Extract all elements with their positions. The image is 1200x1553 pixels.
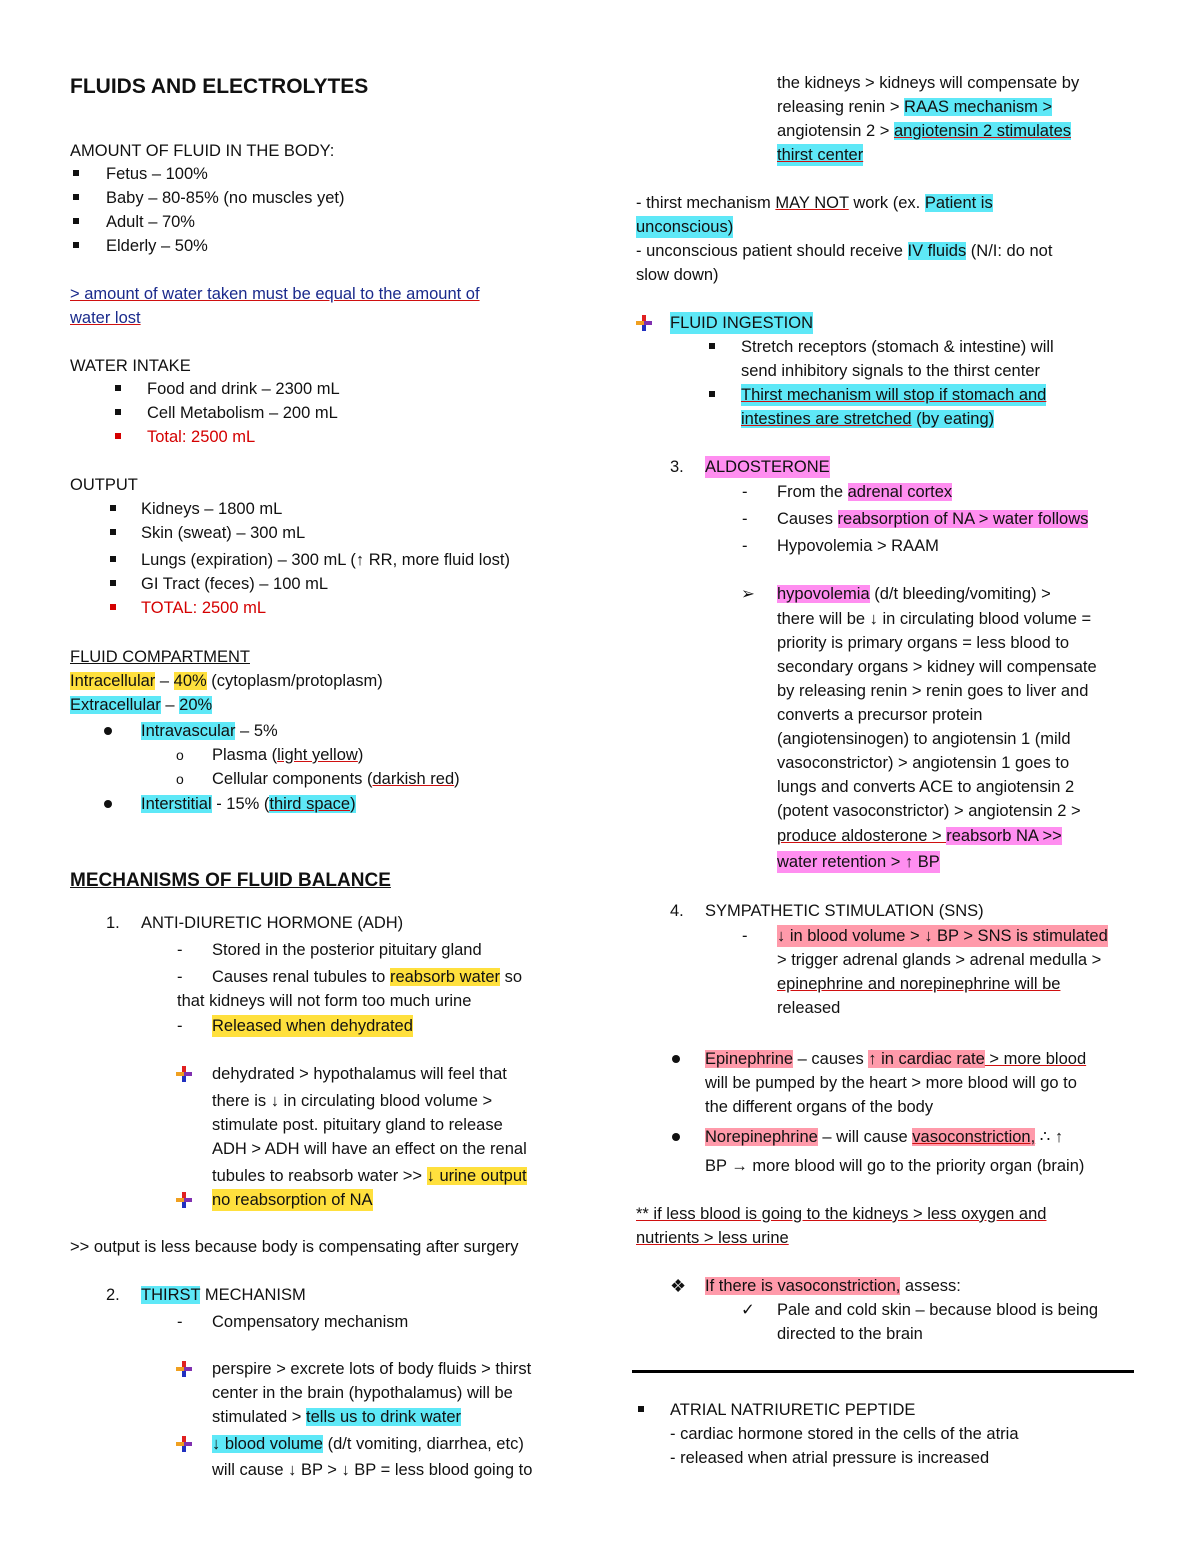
bullet-square [110,505,116,511]
aldo-paragraph-line: priority is primary organs = less blood to [777,634,1070,652]
continued-line [777,96,1052,118]
continued-line [777,120,1071,142]
ingestion-line [741,408,994,430]
paren: ) [357,746,364,764]
vasoconstriction-assess [705,1275,961,1297]
water-retention: water retention > ↑ BP [777,853,940,871]
iv-fluids: IV fluids [907,242,967,260]
adh-paragraph-line: ADH > ADH will have an effect on the renal [212,1140,527,1158]
epinephrine-line [705,1048,1086,1070]
epinephrine: Epinephrine [705,1050,794,1068]
interstitial-line [141,793,356,815]
assess-text: assess: [900,1277,961,1295]
released-when-dehydrated: Released when dehydrated [212,1017,413,1035]
reabsorb-na: reabsorb NA >> [946,827,1062,845]
aldo-paragraph-line: converts a precursor protein [777,706,983,724]
intravascular-line [141,720,278,742]
ingestion-line: send inhibitory signals to the thirst center [741,362,1040,380]
aldosterone-title: ALDOSTERONE [705,458,830,476]
adh-paragraph-line: there is ↓ in circulating blood volume > [212,1092,493,1110]
more-blood: > more blood [984,1050,1087,1068]
adh-detail-text: so [500,968,523,986]
amount-item: Fetus – 100% [106,165,208,183]
list-number: 2. [106,1286,120,1304]
vasoconstriction: vasoconstriction, [912,1128,1036,1146]
dash: - [742,510,748,528]
balance-note-line-1: > amount of water taken must be equal to the amount of [70,285,480,303]
sns-detail: released [777,999,841,1017]
extracellular-label: Extracellular [70,696,161,714]
document-title: FLUIDS AND ELECTROLYTES [70,75,369,98]
note-text: - unconscious patient should receive [636,242,908,260]
continued-text: releasing renin > [777,98,905,116]
dash: - [742,483,748,501]
intravascular-label: Intravascular [141,722,236,740]
bullet-circle: o [176,771,184,787]
thirst-title [141,1284,306,1306]
output-item: Skin (sweat) – 300 mL [141,524,306,542]
intake-heading: WATER INTAKE [70,357,191,375]
cellular-color: darkish red [372,770,455,788]
separator: – [155,672,174,690]
compartment-heading: FLUID COMPARTMENT [70,648,250,666]
cellular-text: Cellular components ( [212,770,373,788]
bullet-dot [104,727,112,735]
aldo-detail [777,508,1088,530]
by-eating: (by eating) [911,410,995,428]
sns-stimulated: ↓ in blood volume > ↓ BP > SNS is stimulated [777,927,1108,945]
balance-note-line-2: water lost [70,309,141,327]
thirst-label: THIRST [141,1286,201,1304]
output-item: Lungs (expiration) – 300 mL (↑ RR, more fluid lost) [141,551,510,569]
horizontal-divider [632,1370,1134,1373]
intracellular-percent: 40% [173,672,207,690]
dash: - [177,941,183,959]
if-vasoconstriction: If there is vasoconstriction, [705,1277,901,1295]
adh-paragraph-line: dehydrated > hypothalamus will feel that [212,1065,507,1083]
kidney-note: nutrients > less urine [636,1229,789,1247]
assess-detail: Pale and cold skin – because blood is being [777,1301,1099,1319]
bullet-square [110,529,116,535]
urine-output: ↓ urine output [426,1167,527,1185]
adrenal-cortex: adrenal cortex [847,483,953,501]
aldo-paragraph-line: secondary organs > kidney will compensate [777,658,1097,676]
aldo-detail: Hypovolemia > RAAM [777,537,939,555]
drink-water: tells us to drink water [306,1408,461,1426]
epinephrine-line: will be pumped by the heart > more blood will go to [705,1074,1077,1092]
list-number: 4. [670,902,684,920]
thirst-center: thirst center [777,146,864,164]
anp-line: - cardiac hormone stored in the cells of the atria [670,1425,1019,1443]
aldo-paragraph-line: (potent vasoconstrictor) > angiotensin 2 > [777,802,1081,820]
hypovolemia-line [777,583,1051,605]
thirst-paragraph-line [212,1433,524,1455]
norepinephrine-line [705,1126,1063,1148]
bullet-square [73,242,79,248]
thirst-paragraph-text: stimulated > [212,1408,307,1426]
bullet-square [73,170,79,176]
plus-bullet-icon [176,1192,192,1208]
produce-aldosterone: produce aldosterone > [777,827,947,845]
intracellular-label: Intracellular [70,672,156,690]
bullet-square [115,433,121,439]
patient-unconscious: Patient is [924,194,993,212]
bullet-square [110,580,116,586]
aldo-paragraph-line: (angiotensinogen) to angiotensin 1 (mild [777,730,1071,748]
bullet-square [709,391,715,397]
adh-detail: that kidneys will not form too much urine [177,992,472,1010]
intake-total: Total: 2500 mL [147,428,256,446]
fluid-ingestion-title: FLUID INGESTION [670,314,814,332]
bullet-square [638,1406,644,1412]
mechanisms-heading: MECHANISMS OF FLUID BALANCE [70,870,391,891]
list-number: 1. [106,914,120,932]
third-space: third space [269,795,351,813]
thirst-paragraph-line: will cause ↓ BP > ↓ BP = less blood going to [212,1461,533,1479]
diamond-bullet-icon: ❖ [670,1276,687,1296]
bullet-dot [672,1055,680,1063]
paren: ) [454,770,460,788]
bullet-dot [104,800,112,808]
dash: - [177,968,183,986]
aldo-text: Causes [777,510,838,528]
intracellular-line [70,670,383,692]
dash: - [177,1313,183,1331]
note-text: work (ex. [848,194,925,212]
plasma-color: light yellow [277,746,358,764]
amount-item: Elderly – 50% [106,237,208,255]
ingestion-line: Stretch receptors (stomach & intestine) will [741,338,1054,356]
unconscious: unconscious) [636,218,734,236]
intravascular-desc: – 5% [235,722,278,740]
adh-paragraph-text: tubules to reabsorb water >> [212,1167,427,1185]
aldo-text: From the [777,483,848,501]
plasma-line [212,744,363,766]
may-not-work-line [636,192,993,214]
paren: ) [350,795,356,813]
aldo-paragraph-line: by releasing renin > renin goes to liver and [777,682,1089,700]
adh-paragraph-line: stimulate post. pituitary gland to release [212,1116,503,1134]
norepinephrine: Norepinephrine [705,1128,818,1146]
dash: - [742,537,748,555]
sns-text: ∴ ↑ [1035,1128,1064,1146]
bullet-square [115,385,121,391]
adh-detail-text: Causes renal tubules to [212,968,390,986]
adh-detail: Stored in the posterior pituitary gland [212,941,482,959]
note-text: - thirst mechanism [636,194,776,212]
iv-fluids-line [636,240,1052,262]
reabsorb-water: reabsorb water [389,968,501,986]
sns-detail: > trigger adrenal glands > adrenal medulla > [777,951,1102,969]
plasma-text: Plasma ( [212,746,278,764]
sns-detail: epinephrine and norepinephrine will be [777,975,1061,993]
bullet-square [73,218,79,224]
no-reabsorption: no reabsorption of NA [212,1191,373,1209]
aldo-paragraph-line: lungs and converts ACE to angiotensin 2 [777,778,1075,796]
bullet-square [110,556,116,562]
sns-title: SYMPATHETIC STIMULATION (SNS) [705,902,984,920]
blood-volume: ↓ blood volume [212,1435,323,1453]
adh-paragraph-line [212,1165,527,1187]
bullet-square [709,343,715,349]
plus-bullet-icon [176,1066,192,1082]
thirst-detail: Compensatory mechanism [212,1313,409,1331]
bullet-dot [672,1133,680,1141]
aldo-text: (d/t bleeding/vomiting) > [869,585,1051,603]
may-not: MAY NOT [775,194,849,212]
hypovolemia: hypovolemia [777,585,870,603]
assess-detail: directed to the brain [777,1325,923,1343]
adh-detail [212,966,522,988]
output-item: GI Tract (feces) – 100 mL [141,575,329,593]
bullet-square [115,409,121,415]
thirst-paragraph-line: center in the brain (hypothalamus) will be [212,1384,513,1402]
norepinephrine-line: BP → more blood will go to the priority organ (brain) [705,1157,1085,1175]
plus-bullet-icon [636,315,652,331]
thirst-paragraph-text: (d/t vomiting, diarrhea, etc) [322,1435,524,1453]
plus-bullet-icon [176,1361,192,1377]
extracellular-line [70,694,212,716]
angiotensin-stimulates: angiotensin 2 stimulates [893,122,1071,140]
anp-title: ATRIAL NATRIURETIC PEPTIDE [670,1401,916,1419]
cellular-line [212,768,460,790]
output-total: TOTAL: 2500 mL [141,599,267,617]
continued-line: the kidneys > kidneys will compensate by [777,74,1080,92]
cardiac-rate: ↑ in cardiac rate [868,1050,985,1068]
bullet-circle: o [176,747,184,763]
list-number: 3. [670,458,684,476]
bullet-square [73,194,79,200]
intracellular-desc: (cytoplasm/protoplasm) [206,672,383,690]
aldo-detail [777,481,952,503]
aldo-paragraph-line: there will be ↓ in circulating blood volume = [777,610,1092,628]
plus-bullet-icon [176,1436,192,1452]
raas-mechanism: RAAS mechanism > [904,98,1053,116]
output-heading: OUTPUT [70,476,138,494]
adh-title: ANTI-DIURETIC HORMONE (ADH) [141,914,404,932]
reabsorption-na: reabsorption of NA > water follows [837,510,1089,528]
arrow-bullet-icon: ➢ [741,585,755,603]
check-icon: ✓ [741,1301,755,1319]
dash: - [177,1017,183,1035]
dash: - [742,927,748,945]
bullet-square [110,604,116,610]
output-note: >> output is less because body is compensating after surgery [70,1238,519,1256]
epinephrine-line: the different organs of the body [705,1098,934,1116]
continued-text: angiotensin 2 > [777,122,894,140]
ingestion-highlight: intestines are stretched [741,410,912,428]
ingestion-highlight: Thirst mechanism will stop if stomach and [741,386,1047,404]
thirst-paragraph-line: perspire > excrete lots of body fluids > thirst [212,1360,532,1378]
intake-item: Cell Metabolism – 200 mL [147,404,338,422]
aldo-paragraph-line [777,825,1062,847]
sns-text: – will cause [817,1128,913,1146]
amount-item: Adult – 70% [106,213,195,231]
thirst-paragraph-line [212,1406,461,1428]
aldo-paragraph-line: vasoconstrictor) > angiotensin 1 goes to [777,754,1070,772]
separator: – [160,696,180,714]
intake-item: Food and drink – 2300 mL [147,380,340,398]
output-item: Kidneys – 1800 mL [141,500,283,518]
note-text: (N/I: do not [966,242,1053,260]
interstitial-desc: - 15% ( [211,795,270,813]
interstitial-label: Interstitial [141,795,212,813]
mechanism-label: MECHANISM [200,1286,306,1304]
extracellular-percent: 20% [179,696,213,714]
anp-line: - released when atrial pressure is increased [670,1449,990,1467]
sns-text: – causes [793,1050,869,1068]
iv-fluids-line-2: slow down) [636,266,719,284]
kidney-note: ** if less blood is going to the kidneys > less oxygen and [636,1205,1047,1223]
amount-heading: AMOUNT OF FLUID IN THE BODY: [70,142,335,160]
amount-item: Baby – 80-85% (no muscles yet) [106,189,345,207]
